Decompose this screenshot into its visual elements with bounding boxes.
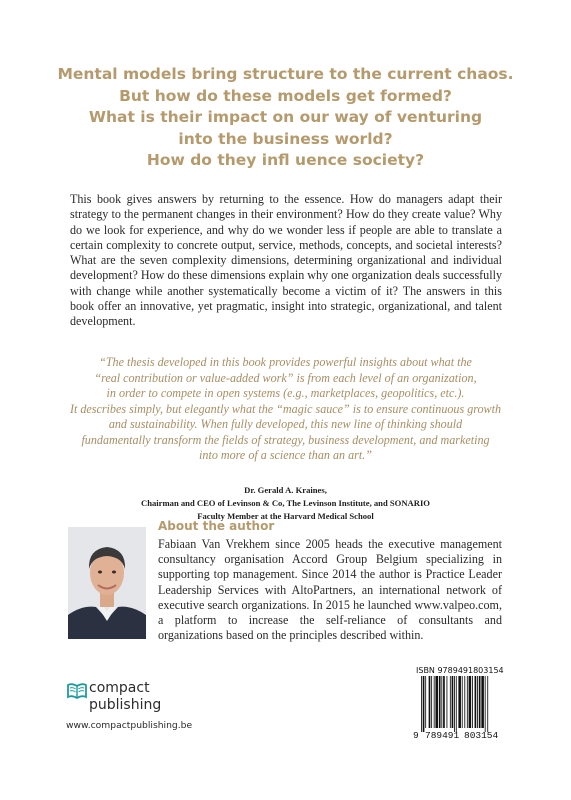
barcode-bar (467, 676, 468, 728)
author-photo (68, 527, 146, 639)
barcode-bar (472, 676, 473, 728)
barcode-bar (439, 676, 441, 728)
quote-line: fundamentally transform the fields of strategy, business development, and marketing (81, 432, 490, 447)
barcode-bar (434, 676, 435, 728)
publisher-logo (66, 680, 176, 718)
barcode-bar (421, 676, 422, 732)
barcode-bar (452, 676, 454, 728)
isbn-barcode (411, 664, 505, 744)
headline-line: into the business world? (178, 129, 393, 148)
barcode-bar (441, 676, 442, 728)
headline-line: But how do these models get formed? (119, 86, 452, 105)
barcode-bar (481, 676, 484, 728)
barcode-digits-right: 803154 (464, 730, 499, 741)
attribution-affiliation: Faculty Member at the Harvard Medical School (197, 511, 374, 521)
quote-attribution (50, 484, 521, 523)
barcode-bars (421, 676, 501, 732)
headline-line: Mental models bring structure to the current chaos. (57, 65, 514, 83)
attribution-name: Dr. Gerald A. Kraines, (244, 485, 327, 495)
barcode-bar (431, 676, 432, 728)
barcode-bar (425, 676, 426, 728)
barcode-bar (447, 676, 448, 728)
barcode-bar (429, 676, 431, 728)
barcode-digit-prefix: 9 (413, 730, 419, 741)
logo-text-compact: compact (89, 680, 150, 696)
logo-text-publishing: publishing (89, 697, 162, 713)
barcode-bar (477, 676, 478, 728)
barcode-digits-left: 789491 (425, 730, 460, 741)
isbn-label: ISBN 9789491803154 (416, 666, 504, 675)
about-author-heading: About the author (158, 519, 275, 533)
barcode-bar (443, 676, 445, 728)
barcode-bar (423, 676, 425, 732)
quote-line: It describes simply, but elegantly what the “magic sauce” is to ensure continuous growth (69, 401, 502, 416)
barcode-bar (487, 676, 488, 732)
quote-line: “real contribution or value-added work” is from each level of an organization, (94, 370, 477, 385)
intro-paragraph: This book gives answers by returning to the essence. How do managers adapt their strategy to the permanent changes in their environment? How do they create value? Why do we look for experience, and why do we wonder less if people are able to translate a certain complexity to concrete output, service, methods, concepts, and societal interests? What are the seven complexity dimensions, determining organizational and individual development? How do these dimensions explain why one organization deals successfully with change while another systematically become a victim of it? The answers in this book offer an innovative, yet pragmatic, insight into strategic, organizational, and talent development. (70, 192, 502, 329)
barcode-bar (479, 676, 481, 728)
barcode-bar (450, 676, 451, 728)
testimonial-quote (50, 355, 521, 464)
attribution-role: Chairman and CEO of Levinson & Co, The Levinson Institute, and SONARIO (141, 498, 430, 508)
barcode-bar (462, 676, 463, 728)
barcode-bar (469, 676, 472, 728)
barcode-bar (475, 676, 477, 728)
headline-questions (40, 64, 531, 172)
headline-line: How do they infl uence society? (146, 151, 425, 169)
barcode-bar (435, 676, 438, 728)
barcode-bar (485, 676, 486, 732)
barcode-bar (458, 676, 461, 728)
publisher-website: www.compactpublishing.be (66, 720, 193, 731)
barcode-bar (454, 676, 455, 732)
barcode-bar (464, 676, 465, 728)
barcode-bar (456, 676, 457, 732)
headline-line: What is their impact on our way of venturing (88, 108, 483, 126)
quote-line: in order to compete in open systems (e.g., marketplaces, geopolitics, etc.). (106, 386, 465, 400)
about-author-text: Fabiaan Van Vrekhem since 2005 heads the executive management consultancy organisation Accord Group Belgium specializing in supporting top management. Since 2014 the author is Practice Leader Leadership Services with AltoPartners, an international network of executive search organizations. In 2015 he launched www.valpeo.com, a platform to increase the self-reliance of consultants and organizations based on the principles described within. (158, 537, 502, 643)
quote-line: and sustainability. When fully developed, this new line of thinking should (108, 417, 463, 431)
quote-line: “The thesis developed in this book provides powerful insights about what the (99, 355, 472, 369)
open-book-icon (66, 681, 88, 700)
quote-line: into more of a science than an art.” (199, 448, 372, 462)
